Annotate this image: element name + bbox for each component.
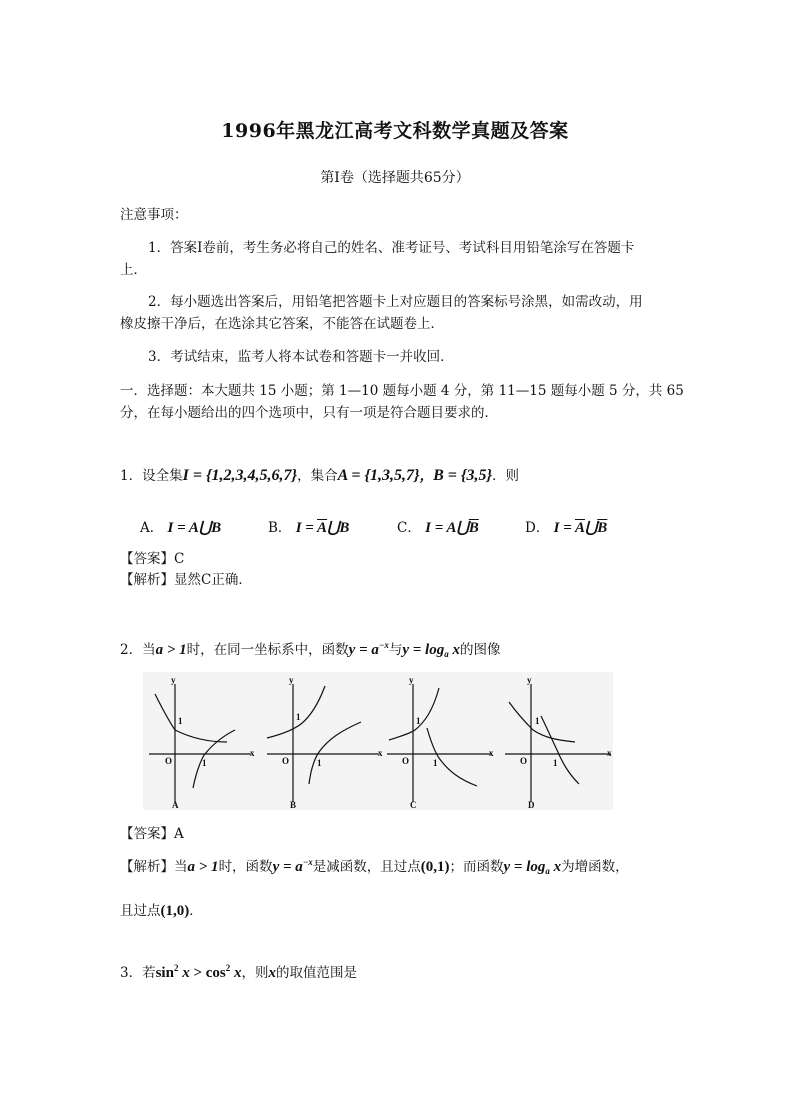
option-a-label: A．: [140, 520, 164, 536]
q2-analysis-point-1: (0,1): [420, 859, 450, 875]
question-3-stem: [120, 962, 357, 985]
q2-analysis-2: 时，函数: [218, 859, 273, 875]
option-c-label: C．: [397, 520, 421, 536]
notice-item-1b: 上．: [120, 262, 147, 278]
q1-option-c: [397, 517, 479, 539]
q2-func-1-exp: −x: [378, 640, 389, 650]
q1-set-i: I = {1,2,3,4,5,6,7}: [182, 467, 298, 484]
q1-option-b: [268, 517, 349, 539]
graph-d-x-label: x: [607, 748, 612, 758]
question-1-stem: [120, 465, 519, 487]
q3-sin: sin: [155, 965, 174, 981]
q2-func-2: y = log: [402, 642, 445, 658]
q1-set-b: B = {3,5}: [433, 467, 493, 484]
q2-func-2-base: a: [444, 649, 449, 659]
paper-subtitle: 第Ⅰ卷（选择题共65分）: [320, 170, 470, 186]
q1-option-a: [140, 517, 221, 539]
graph-d-origin: O: [520, 756, 528, 766]
q2-analysis-f1: y = a: [272, 859, 303, 875]
q3-prefix: 3．若: [120, 965, 156, 981]
option-d-label: D．: [525, 520, 550, 536]
option-b-formula: $I = \overline{A}⋃B$: [295, 520, 350, 536]
graph-b-x-label: x: [378, 748, 383, 758]
graph-c-one-x: 1: [433, 758, 438, 768]
graph-d-one-x: 1: [553, 758, 558, 768]
graph-c-one-y: 1: [416, 716, 421, 726]
q2-analysis-line2: [120, 900, 203, 922]
notice-heading: 注意事项：: [120, 207, 188, 223]
notice-item-3: 3．考试结束，监考人将本试卷和答题卡一并收回．: [148, 349, 454, 365]
q2-analysis-point-2: (1,0): [160, 903, 190, 919]
q3-gt: >: [189, 965, 206, 981]
q3-var: x: [268, 965, 277, 981]
notice-item-1a: 1．答案Ⅰ卷前，考生务必将自己的姓名、准考证号、考试科目用铅笔涂写在答题卡: [148, 240, 635, 256]
q2-prefix: 2．当: [120, 642, 156, 658]
q2-mid: 时，在同一坐标系中，函数: [186, 642, 349, 658]
q3-sin-var: x: [178, 965, 190, 981]
q2-analysis-line1: [120, 856, 629, 879]
q1-analysis: 【解析】显然C正确．: [120, 572, 252, 588]
q3-cos-var: x: [230, 965, 242, 981]
q2-analysis-1: 【解析】当: [120, 859, 188, 875]
graph-d-one-y: 1: [535, 716, 540, 726]
graph-b-label: B: [290, 800, 297, 810]
section-intro-line1: 一．选择题：本大题共 15 小题；第 1—10 题每小题 4 分，第 11—15 题每小题 5 分，共 65: [120, 383, 684, 399]
notice-item-2a: 2．每小题选出答案后，用铅笔把答题卡上对应题目的答案标号涂黑，如需改动，用: [148, 294, 643, 310]
graph-b-origin: O: [282, 756, 290, 766]
q1-mid: ，集合: [297, 468, 338, 484]
q2-suffix: 的图像: [459, 642, 501, 658]
q2-answer: 【答案】A: [120, 826, 184, 842]
q1-set-a: A = {1,3,5,7}: [337, 467, 420, 484]
q3-cos: cos: [205, 965, 226, 981]
option-b-label: B．: [268, 520, 292, 536]
q2-analysis-cond: a > 1: [187, 859, 219, 875]
q2-func-2-var: x: [448, 642, 460, 658]
graph-a-y-label: y: [171, 675, 176, 685]
graph-a-origin: O: [165, 756, 173, 766]
q2-and: 与: [388, 642, 403, 658]
section-intro-line2: 分，在每小题给出的四个选项中，只有一项是符合题目要求的．: [120, 405, 498, 421]
q3-cos-exp: 2: [225, 963, 231, 973]
q2-analysis-f1-exp: −x: [302, 857, 313, 867]
q2-graph-options: [143, 672, 613, 810]
q2-analysis-f2: y = log: [503, 859, 546, 875]
page-title: 1996年黑龙江高考文科数学真题及答案: [221, 120, 569, 142]
q1-suffix: ．则: [492, 468, 520, 484]
q2-analysis-f2-base: a: [545, 866, 550, 876]
q2-func-1: y = a: [348, 642, 379, 658]
q1-prefix: 1．设全集: [120, 468, 183, 484]
graph-c-label: C: [410, 800, 417, 810]
graph-a-x-label: x: [250, 748, 255, 758]
q1-sep: ，: [419, 468, 434, 483]
q2-condition: a > 1: [155, 642, 187, 658]
graph-a-one-x: 1: [202, 758, 207, 768]
graph-d-y-label: y: [527, 675, 532, 685]
q3-suffix: 的取值范围是: [276, 965, 358, 981]
q1-option-d: [525, 517, 607, 539]
notice-item-2b: 橡皮擦干净后，在选涂其它答案，不能答在试题卷上．: [120, 316, 444, 332]
option-d-formula: $I = \overline{A}⋃\overline{B}$: [553, 520, 608, 536]
q2-analysis-6: 且过点: [120, 903, 161, 919]
graph-c-origin: O: [402, 756, 410, 766]
graph-a-one-y: 1: [178, 716, 183, 726]
option-a-formula: I = A⋃B: [167, 520, 222, 536]
q2-analysis-3: 是减函数，且过点: [312, 859, 421, 875]
graph-c-y-label: y: [409, 675, 414, 685]
q1-answer: 【答案】C: [120, 551, 185, 567]
option-c-formula: $I = A⋃\overline{B}$: [425, 520, 479, 536]
graph-b-one-x: 1: [317, 758, 322, 768]
graph-d-label: D: [528, 800, 535, 810]
q2-analysis-4: ；而函数: [449, 859, 504, 875]
graph-b-y-label: y: [289, 675, 294, 685]
q3-sin-exp: 2: [173, 963, 179, 973]
question-2-stem: [120, 639, 500, 662]
graph-b-one-y: 1: [296, 712, 301, 722]
q2-analysis-f2-var: x: [549, 859, 562, 875]
q2-analysis-5: 为增函数，: [561, 859, 629, 875]
graph-c-x-label: x: [489, 748, 494, 758]
q3-mid: ，则: [241, 965, 269, 981]
q2-analysis-7: ．: [189, 903, 203, 919]
graph-a-label: A: [172, 800, 179, 810]
